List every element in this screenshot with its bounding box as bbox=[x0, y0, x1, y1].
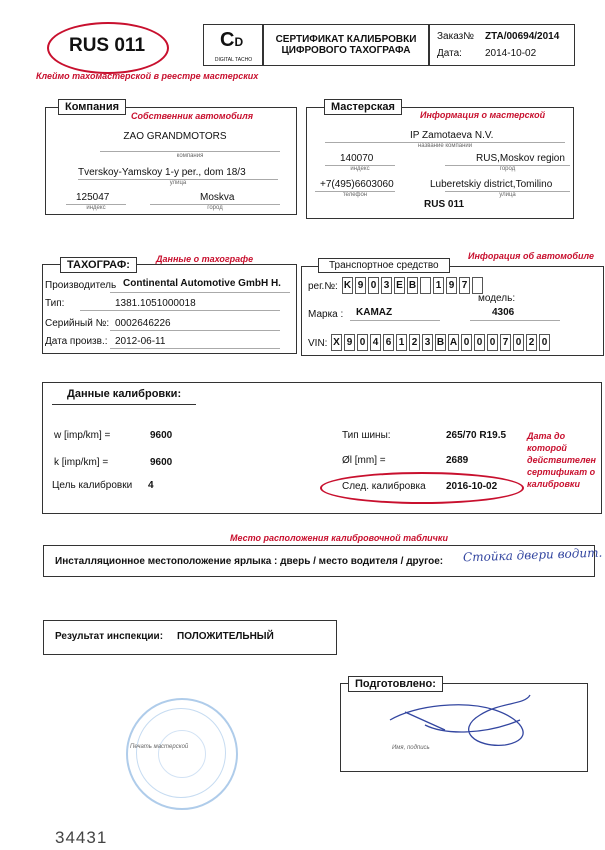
tacho-note: Данные о тахографе bbox=[156, 254, 254, 264]
calib-next-label: След. калибровка bbox=[342, 481, 426, 492]
company-city: Moskva bbox=[200, 192, 235, 203]
vehicle-vin-cells bbox=[331, 334, 552, 351]
workshop-name: IP Zamotaeva N.V. bbox=[410, 130, 494, 141]
reg-char-cell bbox=[472, 277, 483, 294]
company-tab: Компания bbox=[58, 99, 126, 115]
vin-char-cell: 7 bbox=[500, 334, 511, 351]
calib-purpose-value: 4 bbox=[148, 480, 154, 491]
vin-char-cell: 2 bbox=[409, 334, 420, 351]
vehicle-reg-label: рег.№: bbox=[308, 281, 338, 292]
workshop-note: Информация о мастерской bbox=[420, 110, 546, 120]
reg-char-cell bbox=[420, 277, 431, 294]
vehicle-model-value: 4306 bbox=[492, 307, 515, 318]
vin-char-cell: 0 bbox=[474, 334, 485, 351]
calib-w-value: 9600 bbox=[150, 430, 173, 441]
company-zip: 125047 bbox=[76, 192, 110, 203]
rus-code: RUS 011 bbox=[68, 35, 146, 56]
calib-side-note: Дата до которой действителен сертификат о калибровки bbox=[527, 431, 596, 489]
company-street: Tverskoy-Yamskoy 1-y per., dom 18/3 bbox=[78, 167, 246, 178]
vin-char-cell: 3 bbox=[422, 334, 433, 351]
workshop-phone-caption: телефон bbox=[342, 192, 368, 198]
vin-char-cell: 0 bbox=[461, 334, 472, 351]
date-label: Дата: bbox=[437, 48, 462, 59]
signature-caption: Имя, подпись bbox=[392, 745, 430, 751]
workshop-region-caption: город bbox=[499, 166, 516, 172]
result-value: ПОЛОЖИТЕЛЬНЫЙ bbox=[177, 631, 274, 642]
tacho-serial-value: 0002646226 bbox=[115, 318, 171, 329]
vin-char-cell: 9 bbox=[344, 334, 355, 351]
calib-l-value: 2689 bbox=[446, 455, 469, 466]
company-zip-caption: индекс bbox=[86, 205, 106, 211]
reg-char-cell: 7 bbox=[459, 277, 470, 294]
logo-sub: D bbox=[234, 35, 244, 49]
company-note: Собственник автомобиля bbox=[131, 111, 254, 121]
workshop-stamp bbox=[126, 698, 238, 810]
result-label: Результат инспекции: bbox=[55, 631, 164, 642]
workshop-region: RUS,Moskov region bbox=[476, 153, 565, 164]
date-value: 2014-10-02 bbox=[485, 48, 537, 59]
vehicle-note: Инфорация об автомобиле bbox=[468, 251, 594, 261]
reg-char-cell: 3 bbox=[381, 277, 392, 294]
vehicle-reg-cells bbox=[342, 277, 485, 294]
logo-box bbox=[203, 24, 264, 66]
installation-note: Место расположения калибровочной таблички bbox=[230, 533, 448, 543]
tacho-type-label: Тип: bbox=[45, 298, 65, 309]
tacho-serial-label: Серийный №: bbox=[45, 318, 110, 329]
title-box bbox=[262, 24, 430, 66]
workshop-street: Luberetskiy district,Tomilino bbox=[430, 179, 553, 190]
tacho-date-label: Дата произв.: bbox=[45, 336, 108, 347]
tacho-type-value: 1381.1051000018 bbox=[115, 298, 196, 309]
workshop-name-caption: название компании bbox=[417, 143, 473, 149]
order-label: Заказ№ bbox=[437, 31, 474, 42]
calib-l-label: Øl [mm] = bbox=[342, 455, 386, 466]
tacho-tab: ТАХОГРАФ: bbox=[60, 257, 137, 273]
order-box bbox=[428, 24, 575, 66]
company-name-caption: компания bbox=[176, 153, 204, 159]
installation-text: Инсталляционное местоположение ярлыка : дверь / место водителя / другое: bbox=[55, 556, 444, 567]
calib-k-label: k [imp/km] = bbox=[54, 457, 109, 468]
logo-letter: C bbox=[220, 29, 235, 51]
order-value: ZTA/00694/2014 bbox=[485, 31, 560, 42]
workshop-zip: 140070 bbox=[340, 153, 374, 164]
reg-char-cell: E bbox=[394, 277, 405, 294]
calib-purpose-label: Цель калибровки bbox=[52, 480, 133, 491]
vin-char-cell: 1 bbox=[396, 334, 407, 351]
workshop-phone: +7(495)6603060 bbox=[320, 179, 394, 190]
vin-char-cell: A bbox=[448, 334, 459, 351]
vehicle-make-label: Марка : bbox=[308, 309, 344, 320]
installation-handwritten: Стойка двери водит. bbox=[462, 545, 603, 565]
title-line1: СЕРТИФИКАТ КАЛИБРОВКИ bbox=[275, 34, 417, 45]
reg-char-cell: B bbox=[407, 277, 418, 294]
calib-w-label: w [imp/km] = bbox=[54, 430, 111, 441]
reg-char-cell: K bbox=[342, 277, 353, 294]
tacho-date-value: 2012-06-11 bbox=[115, 336, 166, 347]
stamp-note: Клеймо тахомастерской в реестре мастерских bbox=[36, 71, 259, 81]
tacho-manufacturer-value: Continental Automotive GmbH H. bbox=[123, 278, 281, 289]
calib-next-value: 2016-10-02 bbox=[446, 481, 498, 492]
vin-char-cell: 0 bbox=[357, 334, 368, 351]
vin-char-cell: 0 bbox=[513, 334, 524, 351]
stamp-caption: Печать мастерской bbox=[130, 744, 189, 750]
workshop-tab: Мастерская bbox=[324, 99, 402, 115]
vin-char-cell: B bbox=[435, 334, 446, 351]
vehicle-make-value: KAMAZ bbox=[356, 307, 393, 318]
vin-char-cell: X bbox=[331, 334, 342, 351]
workshop-street-caption: улица bbox=[499, 192, 516, 198]
workshop-code: RUS 011 bbox=[424, 199, 465, 210]
company-city-caption: город bbox=[207, 205, 223, 211]
signature bbox=[385, 690, 545, 750]
calib-tire-label: Тип шины: bbox=[342, 430, 391, 441]
vin-char-cell: 4 bbox=[370, 334, 381, 351]
vin-char-cell: 0 bbox=[539, 334, 550, 351]
reg-char-cell: 1 bbox=[433, 277, 444, 294]
logo-caption: DIGITAL TACHO bbox=[214, 57, 253, 63]
vehicle-vin-label: VIN: bbox=[308, 338, 328, 349]
workshop-zip-caption: индекс bbox=[350, 166, 370, 172]
reg-char-cell: 9 bbox=[446, 277, 457, 294]
calibration-title: Данные калибровки: bbox=[52, 385, 196, 405]
footer-number: 34431 bbox=[55, 828, 108, 847]
reg-char-cell: 9 bbox=[355, 277, 366, 294]
vehicle-model-label: модель: bbox=[478, 293, 516, 304]
title-line2: ЦИФРОВОГО ТАХОГРАФА bbox=[281, 45, 411, 56]
reg-char-cell: 0 bbox=[368, 277, 379, 294]
vin-char-cell: 0 bbox=[487, 334, 498, 351]
vin-char-cell: 6 bbox=[383, 334, 394, 351]
calib-k-value: 9600 bbox=[150, 457, 173, 468]
prepared-tab: Подготовлено: bbox=[348, 676, 443, 692]
company-name: ZAO GRANDMOTORS bbox=[123, 131, 227, 142]
vehicle-tab: Транспортное средство bbox=[318, 258, 450, 273]
company-street-caption: улица bbox=[169, 180, 187, 186]
calib-tire-value: 265/70 R19.5 bbox=[446, 430, 507, 441]
tacho-manufacturer-label: Производитель bbox=[45, 280, 117, 291]
vin-char-cell: 2 bbox=[526, 334, 537, 351]
